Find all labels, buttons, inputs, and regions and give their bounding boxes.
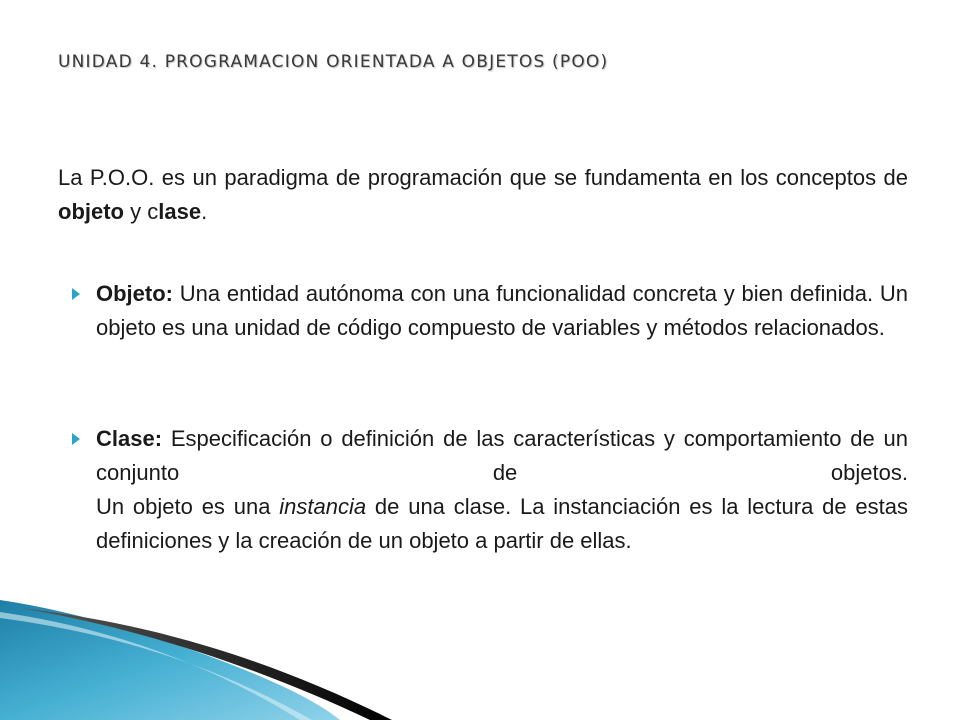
bullet-clase-text xyxy=(96,422,908,558)
dark-wave-stripe xyxy=(20,608,392,720)
bullet-clase xyxy=(72,422,908,558)
intro-text-part3: . xyxy=(201,199,208,224)
triangle-bullet-icon xyxy=(72,288,80,300)
bullet-clase-instance-term: instancia xyxy=(279,494,367,519)
intro-text-part2: y c xyxy=(124,199,159,224)
bullet-objeto-description: Una entidad autónoma con una funcionalidad concreta y bien definida. Un objeto es una unidad de código compuesto de variables y métodos relacionados. xyxy=(96,281,908,340)
bullet-clase-definition: Especificación o definición de las características y comportamiento de un conjunto de objetos. xyxy=(96,426,908,485)
intro-text-part1: La P.O.O. es un paradigma de programación que se fundamenta en los conceptos de xyxy=(58,165,908,190)
bullet-clase-term: Clase: xyxy=(96,426,163,451)
intro-term-clase: lase xyxy=(158,199,202,224)
bullet-objeto-term: Objeto: xyxy=(96,281,173,306)
intro-term-objeto: objeto xyxy=(58,199,124,224)
bullet-clase-instance-pre: Un objeto es una xyxy=(96,494,280,519)
triangle-bullet-icon xyxy=(72,433,80,445)
bullet-objeto xyxy=(72,277,908,345)
slide-title: UNIDAD 4. PROGRAMACION ORIENTADA A OBJETOS (POO) xyxy=(58,52,609,72)
intro-paragraph xyxy=(58,161,908,229)
bullet-clase-instance-post: de una clase. La instanciación es la lectura de estas definiciones y la creación de un objeto a partir de ellas. xyxy=(96,494,908,553)
blue-wave-shape xyxy=(0,600,340,720)
bullet-objeto-text xyxy=(96,277,908,345)
gray-wave-stripe xyxy=(0,612,312,720)
bullet-clase-first-sentence xyxy=(96,422,908,490)
